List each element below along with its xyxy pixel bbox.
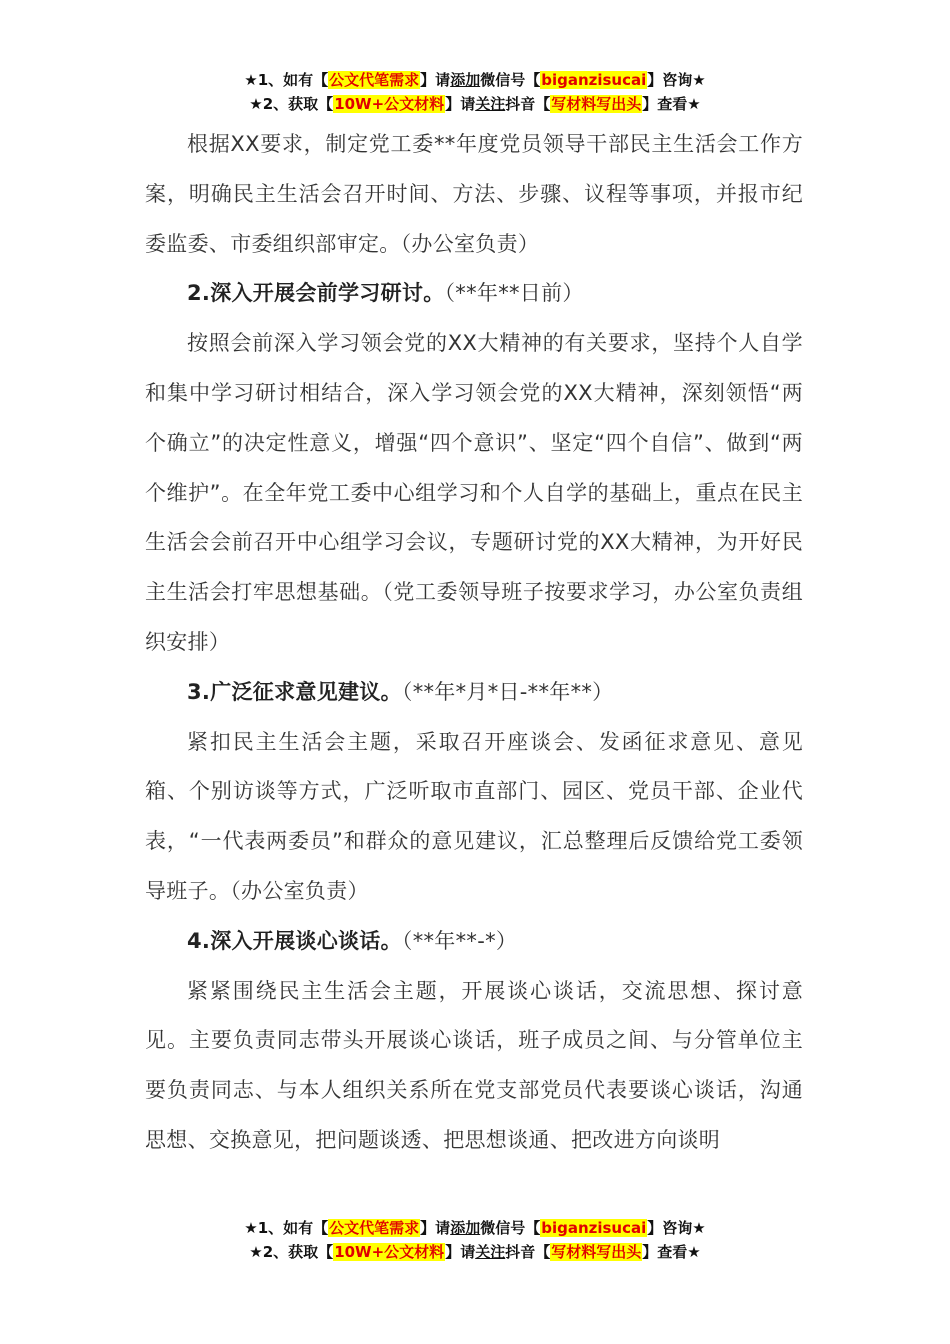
banner-text: 】查看★ [642, 1243, 701, 1261]
banner-highlight: biganzisucai [541, 1219, 647, 1237]
banner-text: ★1、如有【 [244, 1219, 329, 1237]
document-body [145, 120, 803, 1166]
banner-highlight: 写材料写出头 [551, 95, 642, 113]
banner-text: 微信号【 [480, 1219, 541, 1237]
banner-line-1 [0, 1216, 950, 1240]
banner-highlight: 写材料写出头 [551, 1243, 642, 1261]
banner-highlight: 公文代笔需求 [329, 1219, 420, 1237]
banner-highlight: 公文代笔需求 [329, 71, 420, 89]
section-heading [145, 917, 803, 967]
banner-line-2 [0, 92, 950, 116]
banner-line-2 [0, 1240, 950, 1264]
banner-text: ★2、获取【 [249, 95, 334, 113]
heading-title: 3.广泛征求意见建议。 [187, 679, 402, 704]
banner-text: 】咨询★ [647, 1219, 706, 1237]
banner-text: 】请 [445, 95, 476, 113]
banner-text: 】查看★ [642, 95, 701, 113]
paragraph: 按照会前深入学习领会党的XX大精神的有关要求，坚持个人自学和集中学习研讨相结合，深入学习领会党的XX大精神，深刻领悟“两个确立”的决定性意义，增强“四个意识”、坚定“四个自信”、做到“两个维护”。在全年党工委中心组学习和个人自学的基础上，重点在民主生活会会前召开中心组学习会议，专题研讨党的XX大精神，为开好民主生活会打牢思想基础。（党工委领导班子按要求学习，办公室负责组织安排） [145, 331, 803, 654]
banner-highlight: 10W+公文材料 [334, 1243, 445, 1261]
header-banner [0, 68, 950, 116]
banner-text: ★1、如有【 [244, 71, 329, 89]
banner-text: 抖音【 [505, 95, 551, 113]
banner-text: 】咨询★ [647, 71, 706, 89]
banner-underline: 添加 [450, 1219, 481, 1237]
paragraph: 紧紧围绕民主生活会主题，开展谈心谈话，交流思想、探讨意见。主要负责同志带头开展谈心谈话，班子成员之间、与分管单位主要负责同志、与本人组织关系所在党支部党员代表要谈心谈话，沟通思想、交换意见，把问题谈透、把思想谈通、把改进方向谈明 [145, 978, 803, 1152]
section-heading [145, 668, 803, 718]
section-heading [145, 269, 803, 319]
banner-highlight: 10W+公文材料 [334, 95, 445, 113]
heading-note: （**年*月*日-**年**） [401, 679, 614, 704]
footer-banner [0, 1216, 950, 1264]
heading-note: （**年**-*） [401, 928, 518, 953]
paragraph: 紧扣民主生活会主题，采取召开座谈会、发函征求意见、意见箱、个别访谈等方式，广泛听取市直部门、园区、党员干部、企业代表，“一代表两委员”和群众的意见建议，汇总整理后反馈给党工委领导班子。（办公室负责） [145, 729, 803, 903]
heading-note: （**年**日前） [444, 281, 584, 306]
banner-underline: 关注 [475, 1243, 506, 1261]
banner-text: 】请 [420, 71, 451, 89]
banner-underline: 添加 [450, 71, 481, 89]
banner-text: ★2、获取【 [249, 1243, 334, 1261]
paragraph: 根据XX要求，制定党工委**年度党员领导干部民主生活会工作方案，明确民主生活会召开时间、方法、步骤、议程等事项，并报市纪委监委、市委组织部审定。（办公室负责） [145, 132, 803, 256]
heading-title: 2.深入开展会前学习研讨。 [187, 281, 445, 306]
banner-text: 】请 [445, 1243, 476, 1261]
banner-underline: 关注 [475, 95, 506, 113]
banner-text: 】请 [420, 1219, 451, 1237]
banner-text: 抖音【 [505, 1243, 551, 1261]
banner-highlight: biganzisucai [541, 71, 647, 89]
banner-text: 微信号【 [480, 71, 541, 89]
heading-title: 4.深入开展谈心谈话。 [187, 928, 402, 953]
banner-line-1 [0, 68, 950, 92]
